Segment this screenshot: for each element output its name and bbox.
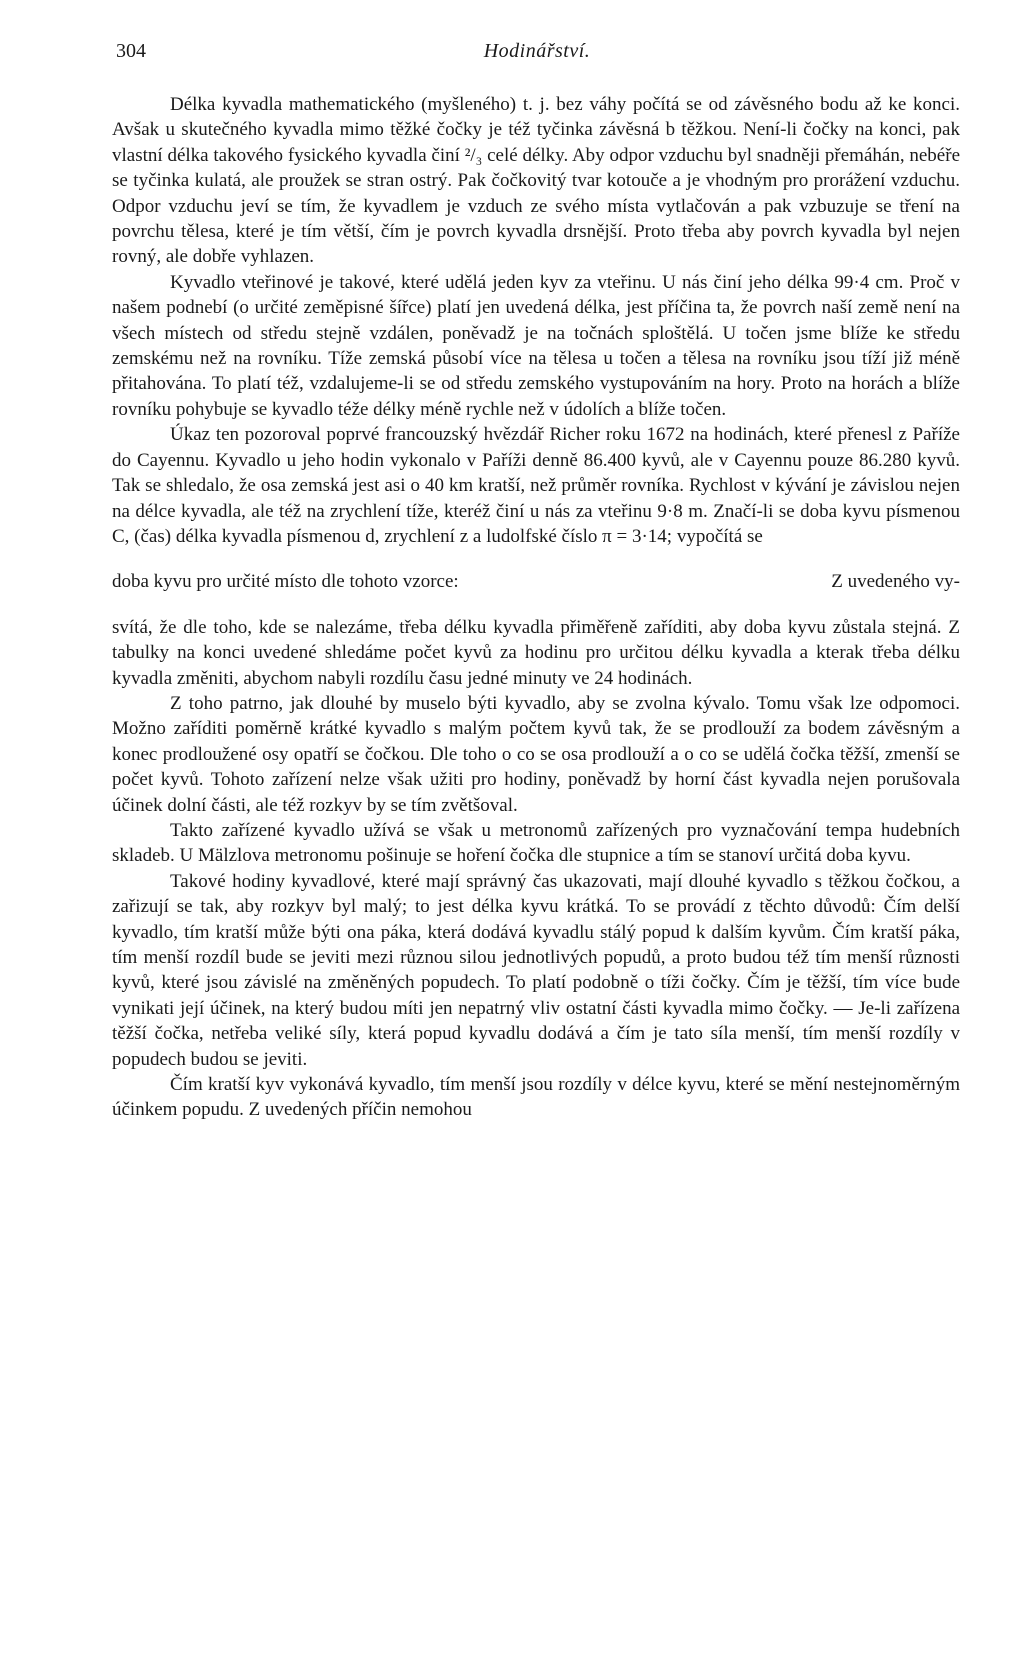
- formula-intro-text: doba kyvu pro určité místo dle tohoto vzorce:: [112, 571, 459, 593]
- page-header: [116, 40, 958, 70]
- formula-followup-text: Z uvedeného vy-: [831, 571, 960, 593]
- formula-line: [112, 569, 960, 594]
- paragraph-seconds-pendulum: Kyvadlo vteřinové je takové, které udělá jeden kyv za vteřinu. U nás činí jeho délka 99·4 cm. Proč v našem podnebí (o určité zeměpisné šířce) platí jen uvedená délka, jest příčina ta, že povrch naší země není na všech místech od středu stejně vzdálen, poněvadž je na točnách sploštělá. U točen jsme blíže ke středu zemskému než na rovníku. Tíže zemská působí více na tělesa u točen a tělesa na rovníku jsou tíží již méně přitahována. To platí též, vzdalujeme-li se od středu zemského vystupováním na hory. Proto na horách a blíže rovníku pohybuje se kyvadlo téže délky méně rychle než v údolích a blíže točen.: [112, 271, 960, 420]
- page-number: 304: [116, 40, 146, 62]
- formula-space: [459, 569, 792, 594]
- paragraph-long-pendulum: Z toho patrno, jak dlouhé by muselo býti kyvadlo, aby se zvolna kývalo. Tomu však lze odpomoci. Možno zaříditi poměrně krátké kyvadlo s malým počtem kyvů tak, že se prodlouží za bodem závěsným a konec prodloužené osy opatří se čočkou. Dle toho o co se osa prodlouží a o co se udělá čočka těžší, zmenší se počet kyvů. Tohoto zařízení nelze však užiti pro hodiny, poněvadž by horní část kyvadla nejen porušovala účinek dolní části, ale též rozkyv by se tím zvětšoval.: [112, 692, 960, 816]
- paragraph-richer-observation: Úkaz ten pozoroval poprvé francouzský hvězdář Richer roku 1672 na hodinách, které přenesl z Paříže do Cayennu. Kyvadlo u jeho hodin vykonalo v Paříži denně 86.400 kyvů, ale v Cayennu pouze 86.280 kyvů. Tak se shledalo, že osa zemská jest asi o 40 km kratší, než průměr rovníka. Rychlost v kývání je závislou nejen na délce kyvadla, ale též na zrychlení tíže, kteréž činí u nás za vteřinu 9·8 m. Značí-li se doba kyvu písmenou C, (čas) délka kyvadla písmenou d, zrychlení z a ludolfské číslo π = 3·14; vypočítá se: [112, 424, 960, 547]
- running-title: Hodinářství.: [483, 40, 591, 62]
- body-text: [112, 92, 960, 1123]
- paragraph-metronome: Takto zařízené kyvadlo užívá se však u metronomů zařízených pro vyznačování tempa hudebních skladeb. U Mälzlova metronomu pošinuje se hoření čočka dle stupnice a tím se stanoví určitá doba kyvu.: [112, 819, 960, 867]
- paragraph-continuation: svítá, že dle toho, kde se nalezáme, třeba délku kyvadla přiměřeně zaříditi, aby doba kyvu zůstala stejná. Z tabulky na konci uvedené shledáme počet kyvů za hodinu pro určitou délku kyvadla a kterak třeba délku kyvadla změniti, abychom nabyli rozdílu času jedné minuty ve 24 hodinách.: [112, 616, 960, 689]
- paragraph-short-swing: Čím kratší kyv vykonává kyvadlo, tím menší jsou rozdíly v délce kyvu, které se mění nestejnoměrným účinkem popudu. Z uvedených příčin nemohou: [112, 1074, 960, 1121]
- paragraph-pendulum-clocks: Takové hodiny kyvadlové, které mají správný čas ukazovati, mají dlouhé kyvadlo s těžkou čočkou, a zařizují se tak, aby rozkyv byl malý; to jest délka kyvu krátká. To se provádí z těchto důvodů: Čím delší kyvadlo, tím kratší může býti ona páka, která dodává kyvadlu stálý popud k dalším kyvům. Čím kratší páka, tím menší rozdíl bude se jeviti mezi různou silou jednotlivých popudů, a proto budou též tím menší různosti kyvů, které jsou závislé na změněných popudech. To platí podobně o tíži čočky. Čím je těžší, tím více bude vynikati její účinek, na který budou míti jen nepatrný vliv ostatní části kyvadla mimo čočky. — Je-li zařízena těžší čočka, netřeba veliké síly, která popud kyvadlu dodává a čím je tato síla menší, tím menší rozdíly v popudech budou se jeviti.: [112, 870, 960, 1070]
- paragraph-pendulum-length: Délka kyvadla mathematického (myšleného) t. j. bez váhy počítá se od závěsného bodu až ke konci. Avšak u skutečného kyvadla mimo těžké čočky je též tyčinka závěsná b těžkou. Není-li čočky na konci, pak vlastní délka takového fysického kyvadla činí ²/₃ celé délky. Aby odpor vzduchu byl snadněji přemáhán, nebéře se tyčinka kulatá, ale proužek se stran ostrý. Pak čočkovitý tvar kotouče a je vhodným pro prorážení vzduchu. Odpor vzduchu jeví se tím, že kyvadlem je vzduch ze svého místa vytlačován a pak vzbuzuje se tření na povrchu tělesa, které je tím větší, čím je povrch kyvadla drsnější. Proto třeba aby povrch kyvadla byl nejen rovný, ale dobře vyhlazen.: [112, 94, 960, 268]
